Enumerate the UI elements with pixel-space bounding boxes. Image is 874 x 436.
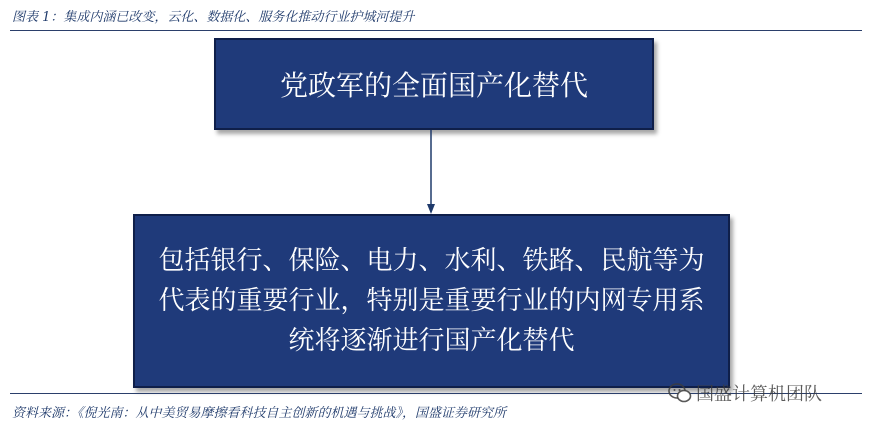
watermark [668,380,822,406]
connector-arrow [426,130,436,214]
top-box-label: 党政军的全面国产化替代 [279,69,588,102]
figure-caption: 图表 1：集成内涵已改变，云化、数据化、服务化推动行业护城河提升 [12,10,415,25]
wechat-icon [668,382,692,404]
bottom-box-label: 包括银行、保险、电力、水利、铁路、民航等为代表的重要行业，特别是重要行业的内网专用系统将逐渐进行国产化替代 [158,246,705,356]
bottom-box [133,214,730,388]
source-note: 资料来源：《倪光南：从中美贸易摩擦看科技自主创新的机遇与挑战》，国盛证券研究所 [12,406,507,421]
watermark-text: 国盛计算机团队 [696,384,822,405]
top-box [214,38,654,130]
caption-divider [10,30,862,31]
